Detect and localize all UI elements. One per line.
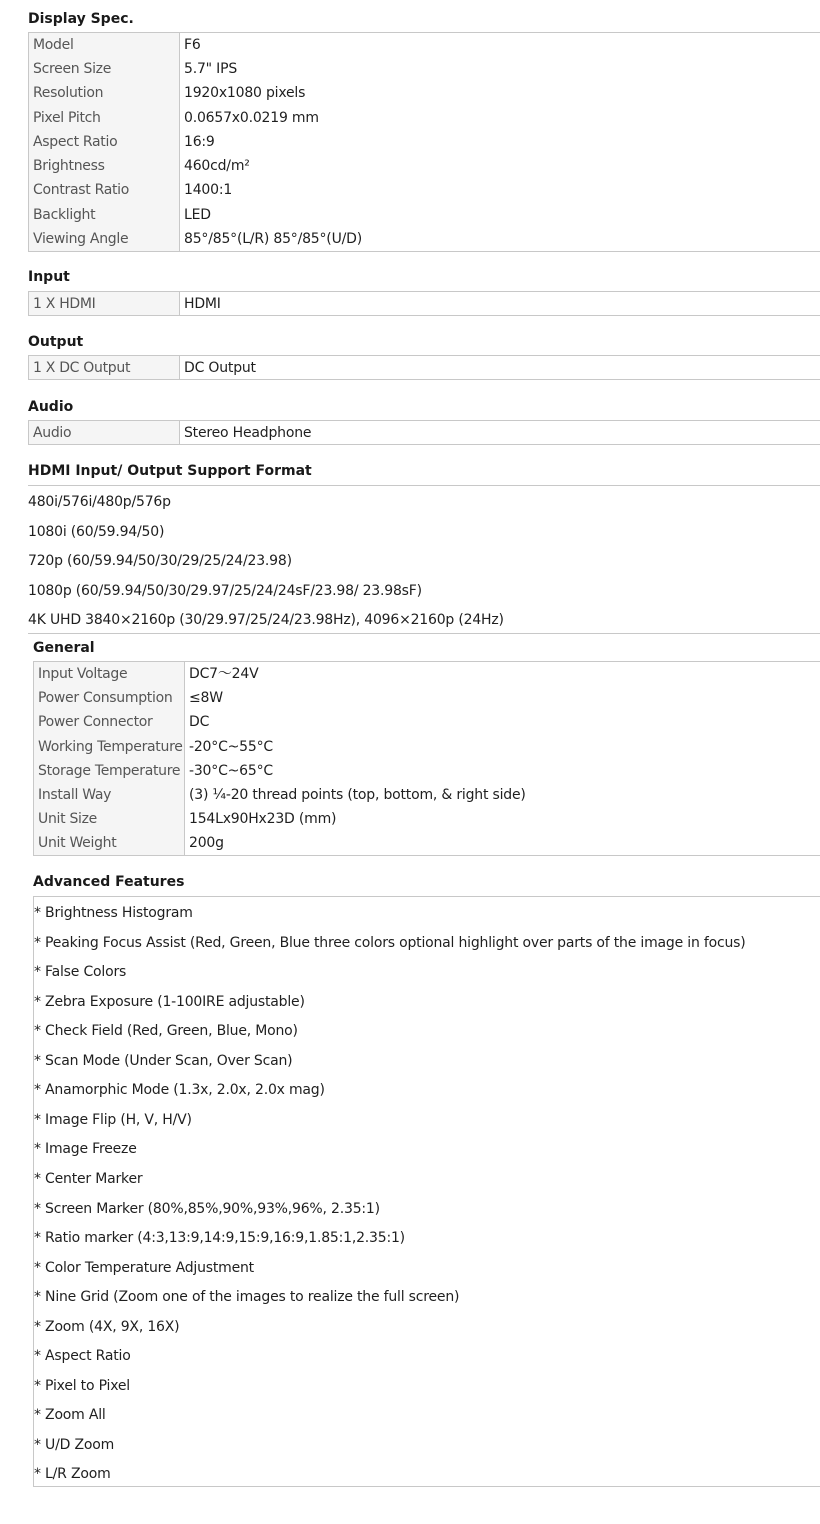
- spec-value: 85°/85°(L/R) 85°/85°(U/D): [184, 230, 362, 247]
- spec-label: 1 X HDMI: [29, 292, 180, 316]
- spec-row: [29, 203, 820, 227]
- section-title-display-spec: Display Spec.: [28, 11, 134, 27]
- section-title-input: Input: [28, 269, 70, 285]
- list-item: * Image Flip (H, V, H/V): [34, 1111, 192, 1128]
- spec-label: Model: [29, 33, 180, 57]
- spec-row: [34, 662, 820, 686]
- spec-row: [29, 81, 820, 105]
- section-title-general: General: [33, 640, 95, 656]
- spec-value: Stereo Headphone: [184, 424, 312, 441]
- spec-label: Backlight: [29, 203, 180, 227]
- spec-row: [34, 807, 820, 831]
- audio-table: [28, 420, 820, 445]
- spec-row: [29, 421, 820, 445]
- spec-label: Viewing Angle: [29, 227, 180, 251]
- list-item: * Nine Grid (Zoom one of the images to realize the full screen): [34, 1289, 460, 1306]
- list-item: * Check Field (Red, Green, Blue, Mono): [34, 1023, 298, 1040]
- output-table: [28, 355, 820, 380]
- spec-label: Pixel Pitch: [29, 105, 180, 129]
- spec-value: DC7～24V: [189, 665, 259, 682]
- spec-value: 16:9: [184, 133, 215, 150]
- list-item: 1080p (60/59.94/50/30/29.97/25/24/24sF/23.98/ 23.98sF): [28, 582, 422, 599]
- spec-row: [29, 356, 820, 380]
- spec-label: Install Way: [34, 783, 185, 807]
- list-item: * Peaking Focus Assist (Red, Green, Blue three colors optional highlight over parts of the image in focus): [34, 934, 746, 951]
- spec-label: Brightness: [29, 154, 180, 178]
- list-item: * Scan Mode (Under Scan, Over Scan): [34, 1052, 293, 1069]
- list-item: * L/R Zoom: [34, 1466, 111, 1483]
- list-item: * Anamorphic Mode (1.3x, 2.0x, 2.0x mag): [34, 1082, 325, 1099]
- list-item: 4K UHD 3840×2160p (30/29.97/25/24/23.98Hz), 4096×2160p (24Hz): [28, 612, 504, 628]
- spec-label: 1 X DC Output: [29, 356, 180, 380]
- spec-value: 1400:1: [184, 182, 233, 199]
- section-title-hdmi-format: HDMI Input/ Output Support Format: [28, 463, 312, 479]
- spec-row: [34, 734, 820, 758]
- spec-row: [29, 154, 820, 178]
- spec-row: [34, 832, 820, 856]
- hdmi-format-list: [28, 485, 820, 634]
- spec-label: Screen Size: [29, 57, 180, 81]
- spec-label: Power Consumption: [34, 686, 185, 710]
- spec-label: Aspect Ratio: [29, 130, 180, 154]
- spec-row: [34, 783, 820, 807]
- spec-value: HDMI: [184, 295, 221, 312]
- list-item: * Ratio marker (4:3,13:9,14:9,15:9,16:9,1.85:1,2.35:1): [34, 1230, 405, 1247]
- section-title-output: Output: [28, 334, 84, 350]
- list-item: * Color Temperature Adjustment: [34, 1259, 254, 1276]
- list-item: * Zoom All: [34, 1407, 106, 1424]
- spec-row: [29, 292, 820, 316]
- list-item: 480i/576i/480p/576p: [28, 494, 171, 510]
- advanced-features-list: [33, 896, 820, 1487]
- spec-row: [34, 686, 820, 710]
- spec-value: 200g: [189, 835, 224, 852]
- section-title-advanced-features: Advanced Features: [33, 874, 185, 890]
- general-table: [33, 661, 820, 856]
- spec-label: Resolution: [29, 81, 180, 105]
- list-item: * Image Freeze: [34, 1141, 137, 1158]
- spec-label: Audio: [29, 421, 180, 445]
- spec-value: (3) ¼-20 thread points (top, bottom, & right side): [189, 787, 526, 804]
- spec-value: -20°C~55°C: [189, 738, 273, 755]
- list-item: * Center Marker: [34, 1170, 143, 1187]
- spec-label: Power Connector: [34, 710, 185, 734]
- spec-row: [29, 57, 820, 81]
- spec-row: [29, 105, 820, 129]
- spec-value: 5.7" IPS: [184, 60, 238, 77]
- spec-value: 0.0657x0.0219 mm: [184, 109, 319, 126]
- list-item: * Zebra Exposure (1-100IRE adjustable): [34, 993, 305, 1010]
- list-item: * U/D Zoom: [34, 1436, 115, 1453]
- spec-row: [29, 130, 820, 154]
- spec-value: F6: [184, 36, 201, 53]
- spec-value: 460cd/m²: [184, 158, 250, 175]
- list-item: * Brightness Histogram: [34, 905, 193, 921]
- spec-row: [29, 227, 820, 251]
- spec-value: 1920x1080 pixels: [184, 85, 306, 102]
- spec-value: -30°C~65°C: [189, 762, 273, 779]
- spec-value: LED: [184, 206, 211, 223]
- spec-label: Unit Weight: [34, 832, 185, 856]
- spec-value: DC: [189, 714, 210, 731]
- spec-row: [29, 178, 820, 202]
- spec-value: 154Lx90Hx23D (mm): [189, 811, 337, 828]
- list-item: * False Colors: [34, 964, 127, 981]
- spec-label: Contrast Ratio: [29, 178, 180, 202]
- list-item: * Aspect Ratio: [34, 1348, 131, 1365]
- spec-label: Working Temperature: [34, 734, 185, 758]
- list-item: * Zoom (4X, 9X, 16X): [34, 1318, 180, 1335]
- spec-row: [34, 710, 820, 734]
- section-title-audio: Audio: [28, 399, 74, 415]
- list-item: * Screen Marker (80%,85%,90%,93%,96%, 2.35:1): [34, 1200, 380, 1217]
- spec-label: Unit Size: [34, 807, 185, 831]
- spec-label: Input Voltage: [34, 662, 185, 686]
- spec-value: DC Output: [184, 359, 256, 376]
- spec-row: [29, 33, 820, 57]
- list-item: 720p (60/59.94/50/30/29/25/24/23.98): [28, 553, 292, 569]
- display-spec-table: [28, 32, 820, 252]
- spec-label: Storage Temperature: [34, 759, 185, 783]
- spec-row: [34, 759, 820, 783]
- spec-value: ≤8W: [189, 689, 223, 706]
- list-item: 1080i (60/59.94/50): [28, 523, 165, 540]
- input-table: [28, 291, 820, 316]
- list-item: * Pixel to Pixel: [34, 1377, 130, 1394]
